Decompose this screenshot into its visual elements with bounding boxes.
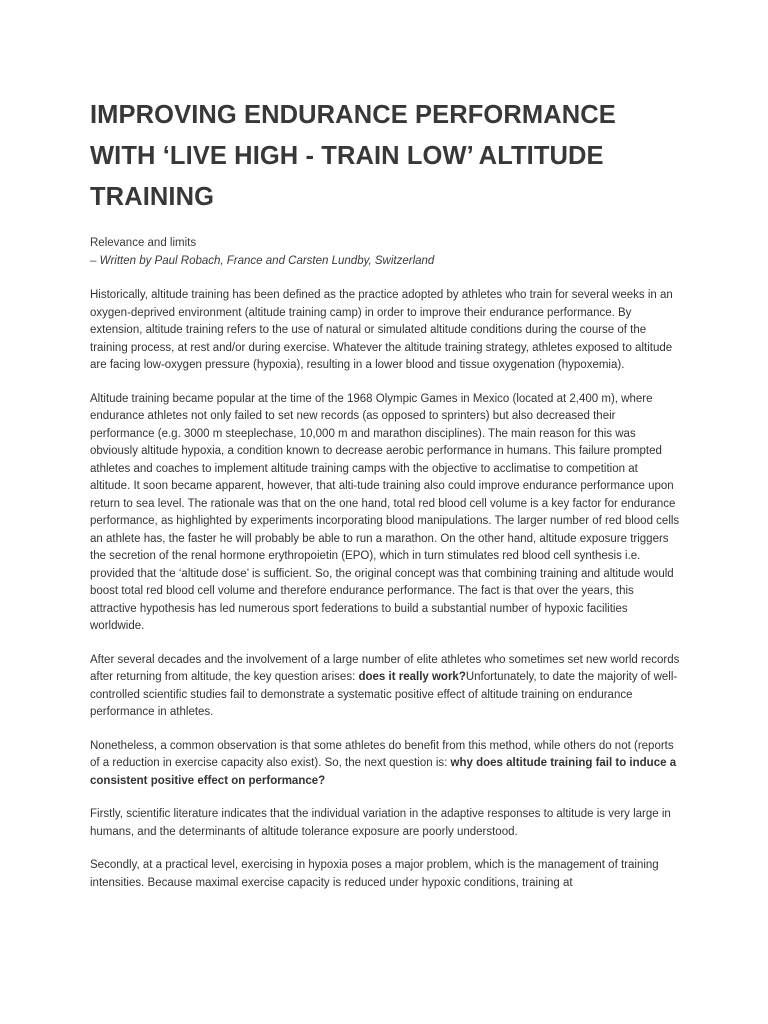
paragraph-3-text-end: Unfortunately, to date the majority of well-controlled scientific studies fail to demonstrate a systematic positive effect of altitude training on endurance performance in athletes. xyxy=(90,671,678,718)
document-page xyxy=(90,95,680,892)
paragraph-2: Altitude training became popular at the time of the 1968 Olympic Games in Mexico (located at 2,400 m), where endurance athletes not only failed to set new records (as opposed to sprinters) but also decreased their performance (e.g. 3000 m steeplechase, 10,000 m and marathon disciplines). The main reason for this was obviously altitude hypoxia, a condition known to decrease aerobic performance in humans. This failure prompted athletes and coaches to implement altitude training camps with the objective to acclimatise to competition at altitude. It soon became apparent, however, that alti-tude training also could improve endurance performance upon return to sea level. The rationale was that on the one hand, total red blood cell volume is a key factor for endurance performance, as highlighted by experiments incorporating blood manipulations. The larger number of red blood cells an athlete has, the faster he will probably be able to run a marathon. On the other hand, altitude exposure triggers the secretion of the renal hormone erythropoietin (EPO), which in turn stimulates red blood cell synthesis i.e. provided that the ‘altitude dose’ is sufficient. So, the original concept was that combining training and altitude would boost total red blood cell volume and therefore endurance performance. The fact is that over the years, this attractive hypothesis has led numerous sport federations to build a substantial number of hypoxic facilities worldwide. xyxy=(90,392,680,632)
document-title: IMPROVING ENDURANCE PERFORMANCE WITH ‘LIVE HIGH - TRAIN LOW’ ALTITUDE TRAINING xyxy=(90,101,616,211)
paragraph-4 xyxy=(90,738,680,791)
paragraph-4-next-question: why does altitude training fail to induce a consistent positive effect on performance? xyxy=(90,757,677,787)
document-subhead: Relevance and limits xyxy=(90,237,197,249)
document-byline: – Written by Paul Robach, France and Carsten Lundby, Switzerland xyxy=(90,255,435,267)
paragraph-4-text-start: Nonetheless, a common observation is that some athletes do benefit from this method, while others do not (reports of a reduction in exercise capacity also exist). So, the next question is: xyxy=(90,739,674,769)
paragraph-3 xyxy=(90,652,680,722)
paragraph-1: Historically, altitude training has been defined as the practice adopted by athletes who train for several weeks in an oxygen-deprived environment (altitude training camp) in order to improve their endurance performance. By extension, altitude training refers to the use of natural or simulated altitude conditions during the course of the training process, at rest and/or during exercise. Whatever the altitude training strategy, athletes exposed to altitude are facing low-oxygen pressure (hypoxia), resulting in a lower blood and tissue oxygenation (hypoxemia). xyxy=(90,289,673,371)
paragraph-3-key-question: does it really work? xyxy=(358,671,466,683)
paragraph-5: Firstly, scientific literature indicates that the individual variation in the adaptive responses to altitude is very large in humans, and the determinants of altitude tolerance exposure are poorly understood. xyxy=(90,808,671,838)
paragraph-6: Secondly, at a practical level, exercising in hypoxia poses a major problem, which is the management of training intensities. Because maximal exercise capacity is reduced under hypoxic conditions, training at xyxy=(90,859,659,889)
paragraph-3-text-start: After several decades and the involvement of a large number of elite athletes who sometimes set new world records after returning from altitude, the key question arises: xyxy=(90,653,680,683)
